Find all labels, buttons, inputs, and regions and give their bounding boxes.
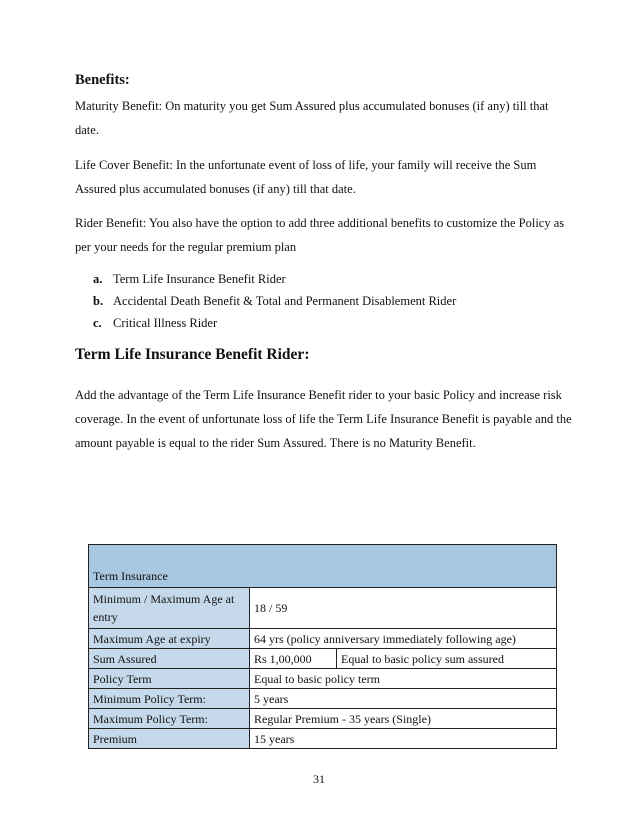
table-header-row: [89, 545, 557, 588]
table-cell-label: Maximum Age at expiry: [89, 629, 250, 649]
maturity-benefit-paragraph: Maturity Benefit: On maturity you get Sum Assured plus accumulated bonuses (if any) till that date.: [75, 99, 549, 137]
table-cell-value: Rs 1,00,000: [250, 649, 337, 669]
benefits-heading: Benefits:: [75, 72, 130, 88]
table-cell-label: Minimum Policy Term:: [89, 689, 250, 709]
term-rider-heading: Term Life Insurance Benefit Rider:: [75, 346, 310, 363]
list-item-text: Critical Illness Rider: [113, 316, 218, 330]
table-cell-label: Sum Assured: [89, 649, 250, 669]
table-cell-label: Maximum Policy Term:: [89, 709, 250, 729]
table-row: [89, 588, 557, 629]
table-row: [89, 689, 557, 709]
table-cell-label: Premium: [89, 729, 250, 749]
table-cell-value: 15 years: [250, 729, 557, 749]
table-row: [89, 669, 557, 689]
term-insurance-table: [88, 544, 557, 749]
table-cell-value: Regular Premium - 35 years (Single): [250, 709, 557, 729]
list-item-text: Accidental Death Benefit & Total and Permanent Disablement Rider: [113, 294, 457, 308]
list-item: [93, 312, 456, 334]
term-rider-description: Add the advantage of the Term Life Insurance Benefit rider to your basic Policy and increase risk coverage. In the event of unfortunate loss of life the Term Life Insurance Benefit is payable and the amount payable is equal to the rider Sum Assured. There is no Maturity Benefit.: [75, 388, 572, 450]
table-cell-value: Equal to basic policy sum assured: [337, 649, 557, 669]
table-title: Term Insurance: [89, 545, 557, 588]
list-marker: a.: [93, 272, 103, 286]
life-cover-benefit-paragraph: Life Cover Benefit: In the unfortunate event of loss of life, your family will receive the Sum Assured plus accumulated bonuses (if any) till that date.: [75, 158, 537, 196]
table-cell-value: 5 years: [250, 689, 557, 709]
rider-benefit-paragraph: Rider Benefit: You also have the option to add three additional benefits to customize the Policy as per your needs for the regular premium plan: [75, 216, 565, 254]
table-cell-label: Minimum / Maximum Age at entry: [89, 588, 250, 629]
page-number: 31: [313, 772, 325, 786]
table-cell-value: Equal to basic policy term: [250, 669, 557, 689]
table-row: [89, 709, 557, 729]
list-item-text: Term Life Insurance Benefit Rider: [113, 272, 286, 286]
table-cell-label: Policy Term: [89, 669, 250, 689]
list-marker: b.: [93, 294, 104, 308]
list-item: [93, 290, 456, 312]
list-marker: c.: [93, 316, 102, 330]
list-item: [93, 268, 456, 290]
rider-list: [93, 268, 456, 334]
table-row: [89, 649, 557, 669]
table-cell-value: 64 yrs (policy anniversary immediately following age): [250, 629, 557, 649]
table-cell-value: 18 / 59: [250, 588, 557, 629]
table-row: [89, 629, 557, 649]
table-row: [89, 729, 557, 749]
